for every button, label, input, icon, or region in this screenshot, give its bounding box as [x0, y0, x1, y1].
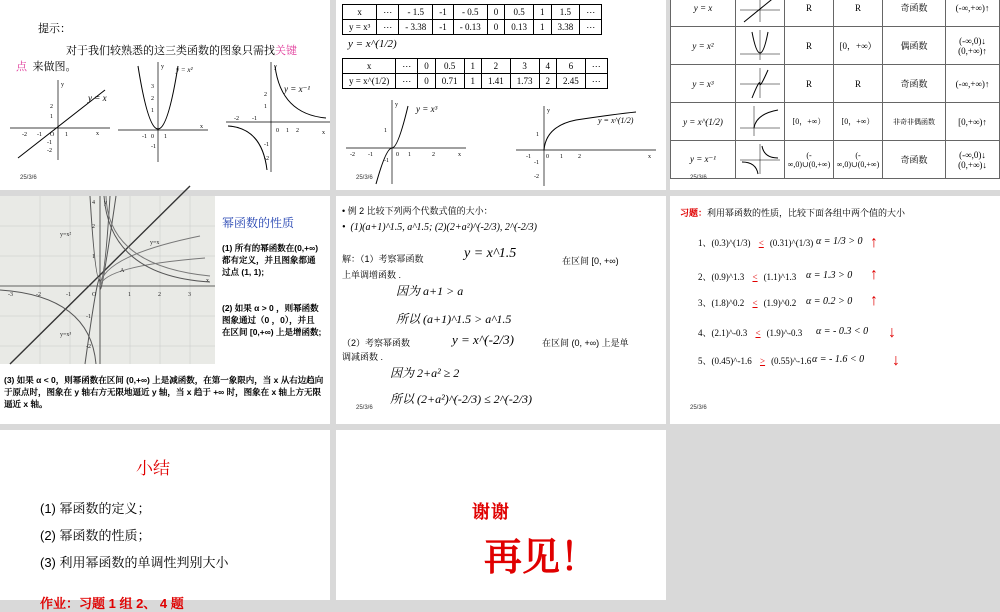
table-cell: y = x² [671, 27, 736, 65]
cube-value-table [342, 4, 602, 35]
table-cell: x [343, 5, 377, 20]
table-cell: 奇函数 [883, 0, 946, 27]
svg-text:-1: -1 [368, 152, 373, 158]
solution-2-interval: 在区间 (0, +∞) 上是单 [542, 338, 629, 348]
table-cell: - 0.5 [453, 5, 487, 20]
graph-y-equals-x-squared [118, 62, 208, 162]
exercise-item: 2、(0.9)^1.3 < (1.1)^1.3 [698, 272, 797, 282]
exercise-item: 1、(0.3)^(1/3) < (0.31)^(1/3) [698, 238, 814, 248]
svg-text:-2: -2 [234, 116, 239, 122]
solution-1-intro: 解：（1）考察幂函数 [342, 254, 424, 264]
table-cell: 1.41 [482, 74, 511, 89]
slide-1-thumbnail[interactable] [0, 0, 330, 190]
svg-text:1: 1 [92, 254, 95, 260]
hint-title: 提示： [38, 23, 71, 35]
table-cell: -1 [433, 5, 454, 20]
table-cell: - 1.5 [399, 5, 433, 20]
table-cell: - 0.13 [453, 20, 487, 35]
svg-text:3: 3 [188, 292, 191, 298]
table-cell: [0，+∞） [785, 103, 834, 141]
svg-text:-1: -1 [86, 314, 91, 320]
graph-sqrt [516, 106, 656, 186]
slide-date: 25/3/6 [690, 405, 707, 411]
svg-text:2: 2 [50, 104, 53, 110]
svg-text:-2: -2 [36, 292, 41, 298]
table-cell: 0.13 [505, 20, 534, 35]
solution-2-function: y = x^(-2/3) [452, 332, 514, 347]
table-cell: 0.5 [505, 5, 534, 20]
svg-text:y: y [104, 200, 107, 206]
table-cell: R [785, 27, 834, 65]
svg-text:1: 1 [384, 128, 387, 134]
mini-graph [736, 27, 785, 65]
table-cell: y = x³ [343, 20, 377, 35]
svg-text:-1: -1 [264, 142, 269, 148]
table-cell: (-∞,+∞)↑ [946, 65, 1000, 103]
slide-7-thumbnail[interactable] [0, 430, 330, 611]
mini-graph [736, 103, 785, 141]
table-cell: 0.5 [435, 59, 464, 74]
summary-item-1: (1) 幂函数的定义； [40, 501, 151, 516]
graph-y-equals-x-inverse [226, 62, 330, 172]
table-cell: (-∞,0)↓ (0,+∞)↓ [946, 141, 1000, 179]
summary-item-2: (2) 幂函数的性质； [40, 528, 151, 543]
slide-8-thumbnail[interactable] [336, 430, 666, 600]
table-cell: 4 [539, 59, 557, 74]
table-row [343, 59, 608, 74]
mini-graph [736, 141, 785, 179]
slide-date: 25/3/6 [356, 175, 373, 181]
table-cell: 6 [557, 59, 586, 74]
svg-text:O: O [50, 132, 55, 138]
table-row [671, 65, 1000, 103]
svg-text:2: 2 [578, 154, 581, 160]
graph-y-equals-x [10, 80, 110, 160]
decreasing-arrow-icon: ↓ [892, 352, 900, 369]
table-cell: 0.71 [435, 74, 464, 89]
exercise-item: 5、(0.45)^-1.6 > (0.55)^-1.6 [698, 356, 812, 366]
table-cell: 1 [464, 59, 482, 74]
table-cell: (-∞,0)∪(0,+∞) [834, 141, 883, 179]
slide-2-thumbnail[interactable] [336, 0, 666, 190]
svg-text:y=x²: y=x² [60, 232, 72, 238]
solution-1-interval: 在区间 [0, +∞) [562, 256, 619, 266]
table-cell: ⋯ [396, 74, 418, 89]
goodbye-text: 再见！ [484, 537, 599, 579]
property-2: (2) 如果 α > 0 ，则幂函数图象通过（0 ，0），并且在区间 [0,+∞) 上是增函数; [222, 303, 322, 337]
increasing-arrow-icon: ↑ [870, 234, 878, 251]
exercise-heading: 习题：利用幂函数的性质，比较下面各组中两个值的大小 [680, 208, 906, 218]
slide-3-thumbnail[interactable] [670, 0, 1000, 190]
table-cell: ⋯ [580, 5, 602, 20]
svg-text:O: O [92, 292, 97, 298]
svg-text:-1: -1 [47, 140, 52, 146]
mini-graph [736, 0, 785, 27]
solution-2-interval-2: 调减函数 . [342, 352, 384, 362]
svg-text:2: 2 [92, 224, 95, 230]
summary-title: 小结 [136, 459, 170, 478]
svg-text:y=x³: y=x³ [60, 332, 72, 338]
property-1: (1) 所有的幂函数在(0,+∞) 都有定义，并且图象都通过点 (1, 1); [222, 243, 319, 277]
table-row [671, 103, 1000, 141]
svg-text:y: y [547, 108, 550, 114]
svg-text:0: 0 [396, 152, 399, 158]
svg-text:x: x [96, 131, 99, 137]
label-y-equals-x-inverse: y = x⁻¹ [284, 84, 311, 94]
solution-1-interval-2: 上单调增函数 . [342, 270, 402, 280]
table-cell: - 3.38 [399, 20, 433, 35]
table-row [671, 0, 1000, 27]
svg-text:y: y [274, 64, 277, 70]
svg-text:-1: -1 [252, 116, 257, 122]
table-cell: -1 [433, 20, 454, 35]
hint-line: 对于我们较熟悉的这三类函数的图象只需找关键 [66, 45, 297, 57]
svg-text:0: 0 [151, 134, 154, 140]
table-cell: y = x [671, 0, 736, 27]
svg-text:-2: -2 [534, 174, 539, 180]
table-cell: 3.38 [551, 20, 580, 35]
solution-2-because: 因为 2+a² ≥ 2 [390, 366, 460, 380]
svg-text:1: 1 [408, 152, 411, 158]
slide-6-thumbnail[interactable] [670, 196, 1000, 424]
svg-text:y: y [395, 102, 398, 108]
table-cell: [0，+∞） [834, 27, 883, 65]
svg-text:x: x [200, 124, 203, 130]
table-cell: R [785, 0, 834, 27]
exercise-alpha: α = - 0.3 < 0 [816, 326, 869, 337]
svg-text:1: 1 [151, 108, 154, 114]
svg-text:1: 1 [286, 128, 289, 134]
hint-line-2: 点 来做图。 [16, 61, 77, 73]
table-cell: 偶函数 [883, 27, 946, 65]
svg-text:-2: -2 [350, 152, 355, 158]
svg-text:-2: -2 [86, 344, 91, 350]
svg-text:1: 1 [50, 114, 53, 120]
table-cell: x [343, 59, 396, 74]
label-cube: y = x³ [416, 104, 438, 114]
solution-1-so: 所以 (a+1)^1.5 > a^1.5 [396, 312, 512, 326]
svg-text:-1: -1 [66, 292, 71, 298]
exercise-alpha: α = 0.2 > 0 [806, 296, 853, 307]
svg-text:-2: -2 [22, 132, 27, 138]
table-cell: 2 [539, 74, 557, 89]
slide-date: 25/3/6 [356, 405, 373, 411]
decreasing-arrow-icon: ↓ [888, 324, 896, 341]
svg-text:y: y [161, 64, 164, 70]
thanks-text: 谢谢 [472, 502, 510, 522]
table-cell: 1 [464, 74, 482, 89]
svg-text:1: 1 [264, 104, 267, 110]
exercise-alpha: α = 1.3 > 0 [806, 270, 853, 281]
power-function-family-graph [0, 196, 215, 364]
table-cell: 1 [534, 5, 552, 20]
table-cell: 非奇非偶函数 [883, 103, 946, 141]
svg-text:-2: -2 [47, 148, 52, 154]
label-sqrt: y = x^(1/2) [598, 116, 634, 125]
slide-5-thumbnail[interactable] [336, 196, 666, 424]
svg-text:2: 2 [296, 128, 299, 134]
label-y-equals-x: y = x [88, 93, 107, 103]
svg-text:-1: -1 [151, 144, 156, 150]
table-cell: R [834, 0, 883, 27]
table-cell: 1.73 [510, 74, 539, 89]
table-cell: 0 [487, 20, 505, 35]
property-3: (3) 如果 α < 0，则幂函数在区间 (0,+∞) 上是减函数，在第一象限内，当 x 从右边趋向于原点时，图象在 y 轴右方无限地逼近 y 轴，当 x 趋于 +∞ 时，图象在 x 轴上方无限逼近 x 轴。 [4, 375, 324, 409]
table-row [671, 141, 1000, 179]
homework-text: 作业：习题 1 组 2、 4 题 [40, 596, 184, 611]
table-cell: ⋯ [585, 59, 607, 74]
increasing-arrow-icon: ↑ [870, 292, 878, 309]
svg-text:1: 1 [164, 134, 167, 140]
svg-text:2: 2 [158, 292, 161, 298]
table-cell: 奇函数 [883, 141, 946, 179]
table-cell: ⋯ [377, 20, 399, 35]
svg-text:1: 1 [65, 132, 68, 138]
svg-text:-1: -1 [142, 134, 147, 140]
mini-graph [736, 65, 785, 103]
table-cell: ⋯ [377, 5, 399, 20]
svg-text:2: 2 [151, 96, 154, 102]
svg-text:x: x [648, 154, 651, 160]
table-cell: R [834, 65, 883, 103]
svg-text:1: 1 [560, 154, 563, 160]
table-cell: 0 [418, 74, 436, 89]
table-cell: R [785, 65, 834, 103]
table-cell: y = x⁻¹ [671, 141, 736, 179]
svg-text:y=x: y=x [150, 240, 160, 246]
exercise-item: 3、(1.8)^0.2 < (1.9)^0.2 [698, 298, 797, 308]
power-function-property-table [670, 0, 1000, 179]
table-cell: ⋯ [580, 20, 602, 35]
label-y-equals-x-squared: y = x² [176, 66, 193, 74]
exercise-alpha: α = - 1.6 < 0 [812, 354, 865, 365]
svg-text:x: x [458, 152, 461, 158]
table-cell: 1.5 [551, 5, 580, 20]
svg-text:-1: -1 [384, 158, 389, 164]
svg-text:x: x [206, 278, 209, 284]
svg-text:0: 0 [276, 128, 279, 134]
svg-text:4: 4 [92, 200, 95, 206]
table-cell: 奇函数 [883, 65, 946, 103]
solution-2-so: 所以 (2+a²)^(-2/3) ≤ 2^(-2/3) [390, 392, 533, 406]
svg-text:0: 0 [546, 154, 549, 160]
table-cell: y = x^(1/2) [671, 103, 736, 141]
solution-1-because: 因为 a+1 > a [396, 284, 464, 298]
table-cell: ⋯ [396, 59, 418, 74]
svg-text:2: 2 [264, 92, 267, 98]
table-cell: 3 [510, 59, 539, 74]
table-cell: 2.45 [557, 74, 586, 89]
table-cell: [0，+∞） [834, 103, 883, 141]
svg-text:1: 1 [536, 132, 539, 138]
sqrt-value-table [342, 58, 608, 89]
svg-text:1: 1 [128, 292, 131, 298]
table-cell: (-∞,+∞)↑ [946, 0, 1000, 27]
table-cell: 1 [534, 20, 552, 35]
properties-title: 幂函数的性质 [222, 216, 295, 230]
table-cell: (-∞,0)∪(0,+∞) [785, 141, 834, 179]
svg-text:A: A [120, 268, 125, 274]
svg-text:-3: -3 [8, 292, 13, 298]
example-2-heading: • 例 2 比较下列两个代数式值的大小： [342, 206, 493, 216]
table-cell: 2 [482, 59, 511, 74]
exercise-alpha: α = 1/3 > 0 [816, 236, 863, 247]
table-cell: 0 [418, 59, 436, 74]
svg-text:-1: -1 [37, 132, 42, 138]
slide-date: 25/3/6 [690, 175, 707, 181]
summary-item-3: (3) 利用幂函数的单调性判别大小 [40, 555, 229, 570]
solution-2-intro: （2）考察幂函数 [342, 338, 411, 348]
example-2-expressions: • (1)(a+1)^1.5, a^1.5; (2)(2+a²)^(-2/3), 2^(-2/3) [342, 222, 537, 233]
svg-text:-2: -2 [264, 156, 269, 162]
table-cell: y = x^(1/2) [343, 74, 396, 89]
table-row [343, 20, 602, 35]
svg-text:-1: -1 [534, 160, 539, 166]
graph-cube [346, 100, 466, 184]
table-cell: [0,+∞)↑ [946, 103, 1000, 141]
table-cell: 0 [487, 5, 505, 20]
svg-text:3: 3 [151, 84, 154, 90]
svg-text:2: 2 [432, 152, 435, 158]
empty-slide-slot [670, 430, 1000, 600]
svg-text:y: y [61, 82, 64, 88]
table-row [343, 5, 602, 20]
table-row [343, 74, 608, 89]
table-cell: ⋯ [585, 74, 607, 89]
exercise-item: 4、(2.1)^-0.3 < (1.9)^-0.3 [698, 328, 803, 338]
table-row [671, 27, 1000, 65]
solution-1-function: y = x^1.5 [464, 246, 517, 261]
table-cell: (-∞,0)↓ (0,+∞)↑ [946, 27, 1000, 65]
table-cell: y = x³ [671, 65, 736, 103]
slide-4-thumbnail[interactable] [0, 196, 330, 424]
sqrt-function-label: y = x^(1/2) [348, 38, 397, 50]
increasing-arrow-icon: ↑ [870, 266, 878, 283]
slide-date: 25/3/6 [20, 175, 37, 181]
svg-text:x: x [322, 130, 325, 136]
svg-text:-1: -1 [526, 154, 531, 160]
